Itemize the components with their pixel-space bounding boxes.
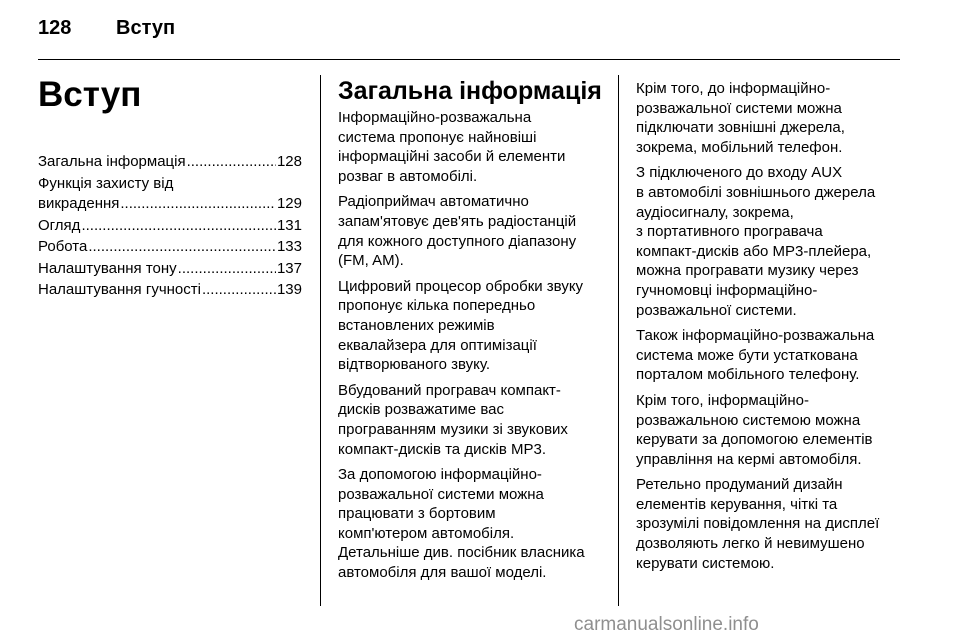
toc-leader-dots bbox=[120, 194, 276, 215]
toc-leader-dots bbox=[81, 216, 276, 237]
body-paragraph bbox=[338, 192, 608, 270]
paragraph-line: запам'ятовує дев'ять радіостанцій bbox=[338, 212, 577, 230]
paragraph-line: дисків розважатиме вас bbox=[338, 401, 504, 419]
toc-entry-label: Огляд bbox=[38, 216, 81, 234]
toc-leader-dots bbox=[178, 259, 276, 280]
toc-entry-label: Загальна інформація bbox=[38, 153, 186, 170]
body-column-3 bbox=[636, 79, 906, 579]
page-number: 128 bbox=[38, 17, 72, 39]
paragraph-line: в автомобілі зовнішнього джерела bbox=[636, 183, 876, 201]
paragraph-line: елементів керування, чіткі та bbox=[636, 495, 838, 513]
paragraph-line: можна програвати музику через bbox=[636, 262, 859, 280]
body-paragraph bbox=[338, 543, 608, 582]
toc-entry-page: 131 bbox=[276, 216, 302, 234]
running-header-title: Вступ bbox=[116, 17, 176, 39]
toc-entry-label: Робота bbox=[38, 238, 88, 255]
paragraph-line: Крім того, до інформаційно- bbox=[636, 80, 831, 97]
paragraph-line: За допомогою інформаційно- bbox=[338, 466, 542, 484]
paragraph-line: аудіосигналу, зокрема, bbox=[636, 203, 794, 221]
toc-entry-page: 139 bbox=[276, 281, 302, 298]
column-divider-1 bbox=[320, 75, 321, 606]
body-column-2 bbox=[338, 76, 608, 589]
paragraph-line: підключати зовнішні джерела, bbox=[636, 119, 845, 137]
paragraph-line: (FM, AM). bbox=[338, 252, 404, 270]
paragraph-line: керувати системою. bbox=[636, 554, 775, 572]
paragraph-line: Вбудований програвач компакт- bbox=[338, 381, 561, 399]
toc-entry-operation[interactable] bbox=[38, 237, 302, 258]
toc-entry-overview[interactable] bbox=[38, 216, 302, 237]
paragraph-line: інформаційні засоби й елементи bbox=[338, 148, 566, 166]
paragraph-line: Ретельно продуманий дизайн bbox=[636, 476, 843, 494]
paragraph-line: розважальної системи можна bbox=[636, 99, 842, 117]
paragraph-line: комп'ютером автомобіля. bbox=[338, 524, 515, 542]
toc-entry-page: 133 bbox=[276, 238, 302, 255]
paragraph-line: система може бути устаткована bbox=[636, 346, 858, 364]
body-paragraph bbox=[338, 108, 608, 186]
paragraph-line: працювати з бортовим bbox=[338, 505, 496, 523]
paragraph-line: гучномовці інформаційно- bbox=[636, 281, 818, 299]
toc-entry-general-info[interactable] bbox=[38, 152, 302, 173]
section-title: Загальна інформація bbox=[338, 77, 602, 105]
paragraph-line: розваг в автомобілі. bbox=[338, 167, 478, 185]
paragraph-line: встановлених режимів bbox=[338, 316, 495, 334]
paragraph-line: компакт-дисків та дисків MP3. bbox=[338, 440, 546, 458]
toc-column bbox=[38, 74, 302, 302]
toc-entry-label: викрадення bbox=[38, 195, 120, 212]
toc-leader-dots bbox=[88, 237, 276, 258]
toc-entry-label: Налаштування гучності bbox=[38, 281, 201, 298]
paragraph-line: автомобіля для вашої моделі. bbox=[338, 564, 547, 582]
toc-entry-volume-settings[interactable] bbox=[38, 280, 302, 301]
paragraph-line: управління на кермі автомобіля. bbox=[636, 450, 862, 468]
chapter-title: Вступ bbox=[38, 75, 142, 114]
paragraph-line: для кожного доступного діапазону bbox=[338, 232, 577, 250]
paragraph-line: З підключеного до входу AUX bbox=[636, 164, 843, 182]
body-paragraph bbox=[636, 326, 906, 385]
paragraph-line: система пропонує найновіші bbox=[338, 128, 537, 146]
body-paragraph bbox=[636, 79, 906, 157]
paragraph-line: розважальної системи. bbox=[636, 301, 797, 319]
toc-leader-dots bbox=[202, 280, 276, 301]
paragraph-line: порталом мобільного телефону. bbox=[636, 366, 860, 384]
paragraph-line: зрозумілі повідомлення на дисплеї bbox=[636, 515, 880, 533]
toc-entry-anti-theft[interactable] bbox=[38, 174, 302, 215]
paragraph-line: розважальною системою можна bbox=[636, 411, 861, 429]
paragraph-line: Також інформаційно-розважальна bbox=[636, 327, 875, 345]
toc-entry-page: 128 bbox=[276, 153, 302, 170]
paragraph-line: Цифровий процесор обробки звуку bbox=[338, 277, 584, 295]
paragraph-line: компакт-дисків або MP3-плейера, bbox=[636, 242, 872, 260]
body-paragraph bbox=[338, 277, 608, 375]
toc-leader-dots bbox=[187, 152, 276, 173]
body-paragraph bbox=[636, 475, 906, 573]
watermark-text: carmanualsonline.info bbox=[574, 614, 759, 635]
paragraph-line: пропонує кілька попередньо bbox=[338, 297, 536, 315]
body-paragraph bbox=[338, 381, 608, 459]
paragraph-line: дозволяють легко й невимушено bbox=[636, 535, 865, 553]
paragraph-line: Радіоприймач автоматично bbox=[338, 193, 529, 211]
body-paragraph bbox=[338, 465, 608, 543]
toc-entry-page: 137 bbox=[276, 259, 302, 277]
paragraph-line: розважальної системи можна bbox=[338, 485, 544, 503]
paragraph-line: керувати за допомогою елементів bbox=[636, 431, 873, 449]
paragraph-line: Крім того, інформаційно- bbox=[636, 391, 809, 409]
body-paragraph bbox=[636, 163, 906, 320]
header-divider bbox=[38, 59, 900, 60]
body-paragraph bbox=[636, 391, 906, 469]
toc-entry-label-line1: Функція захисту від bbox=[38, 174, 174, 192]
paragraph-line: Детальніше див. посібник власника bbox=[338, 544, 585, 562]
paragraph-line: відтворюваного звуку. bbox=[338, 356, 490, 374]
paragraph-line: з портативного програвача bbox=[636, 223, 823, 241]
paragraph-line: еквалайзера для оптимізації bbox=[338, 336, 537, 354]
paragraph-line: програванням музики зі звукових bbox=[338, 420, 568, 438]
toc-entry-label: Налаштування тону bbox=[38, 259, 177, 277]
column-divider-2 bbox=[618, 75, 619, 606]
paragraph-line: зокрема, мобільний телефон. bbox=[636, 138, 843, 156]
toc-entry-page: 129 bbox=[276, 195, 302, 212]
paragraph-line: Інформаційно-розважальна bbox=[338, 109, 532, 126]
toc-entry-tone-settings[interactable] bbox=[38, 259, 302, 280]
